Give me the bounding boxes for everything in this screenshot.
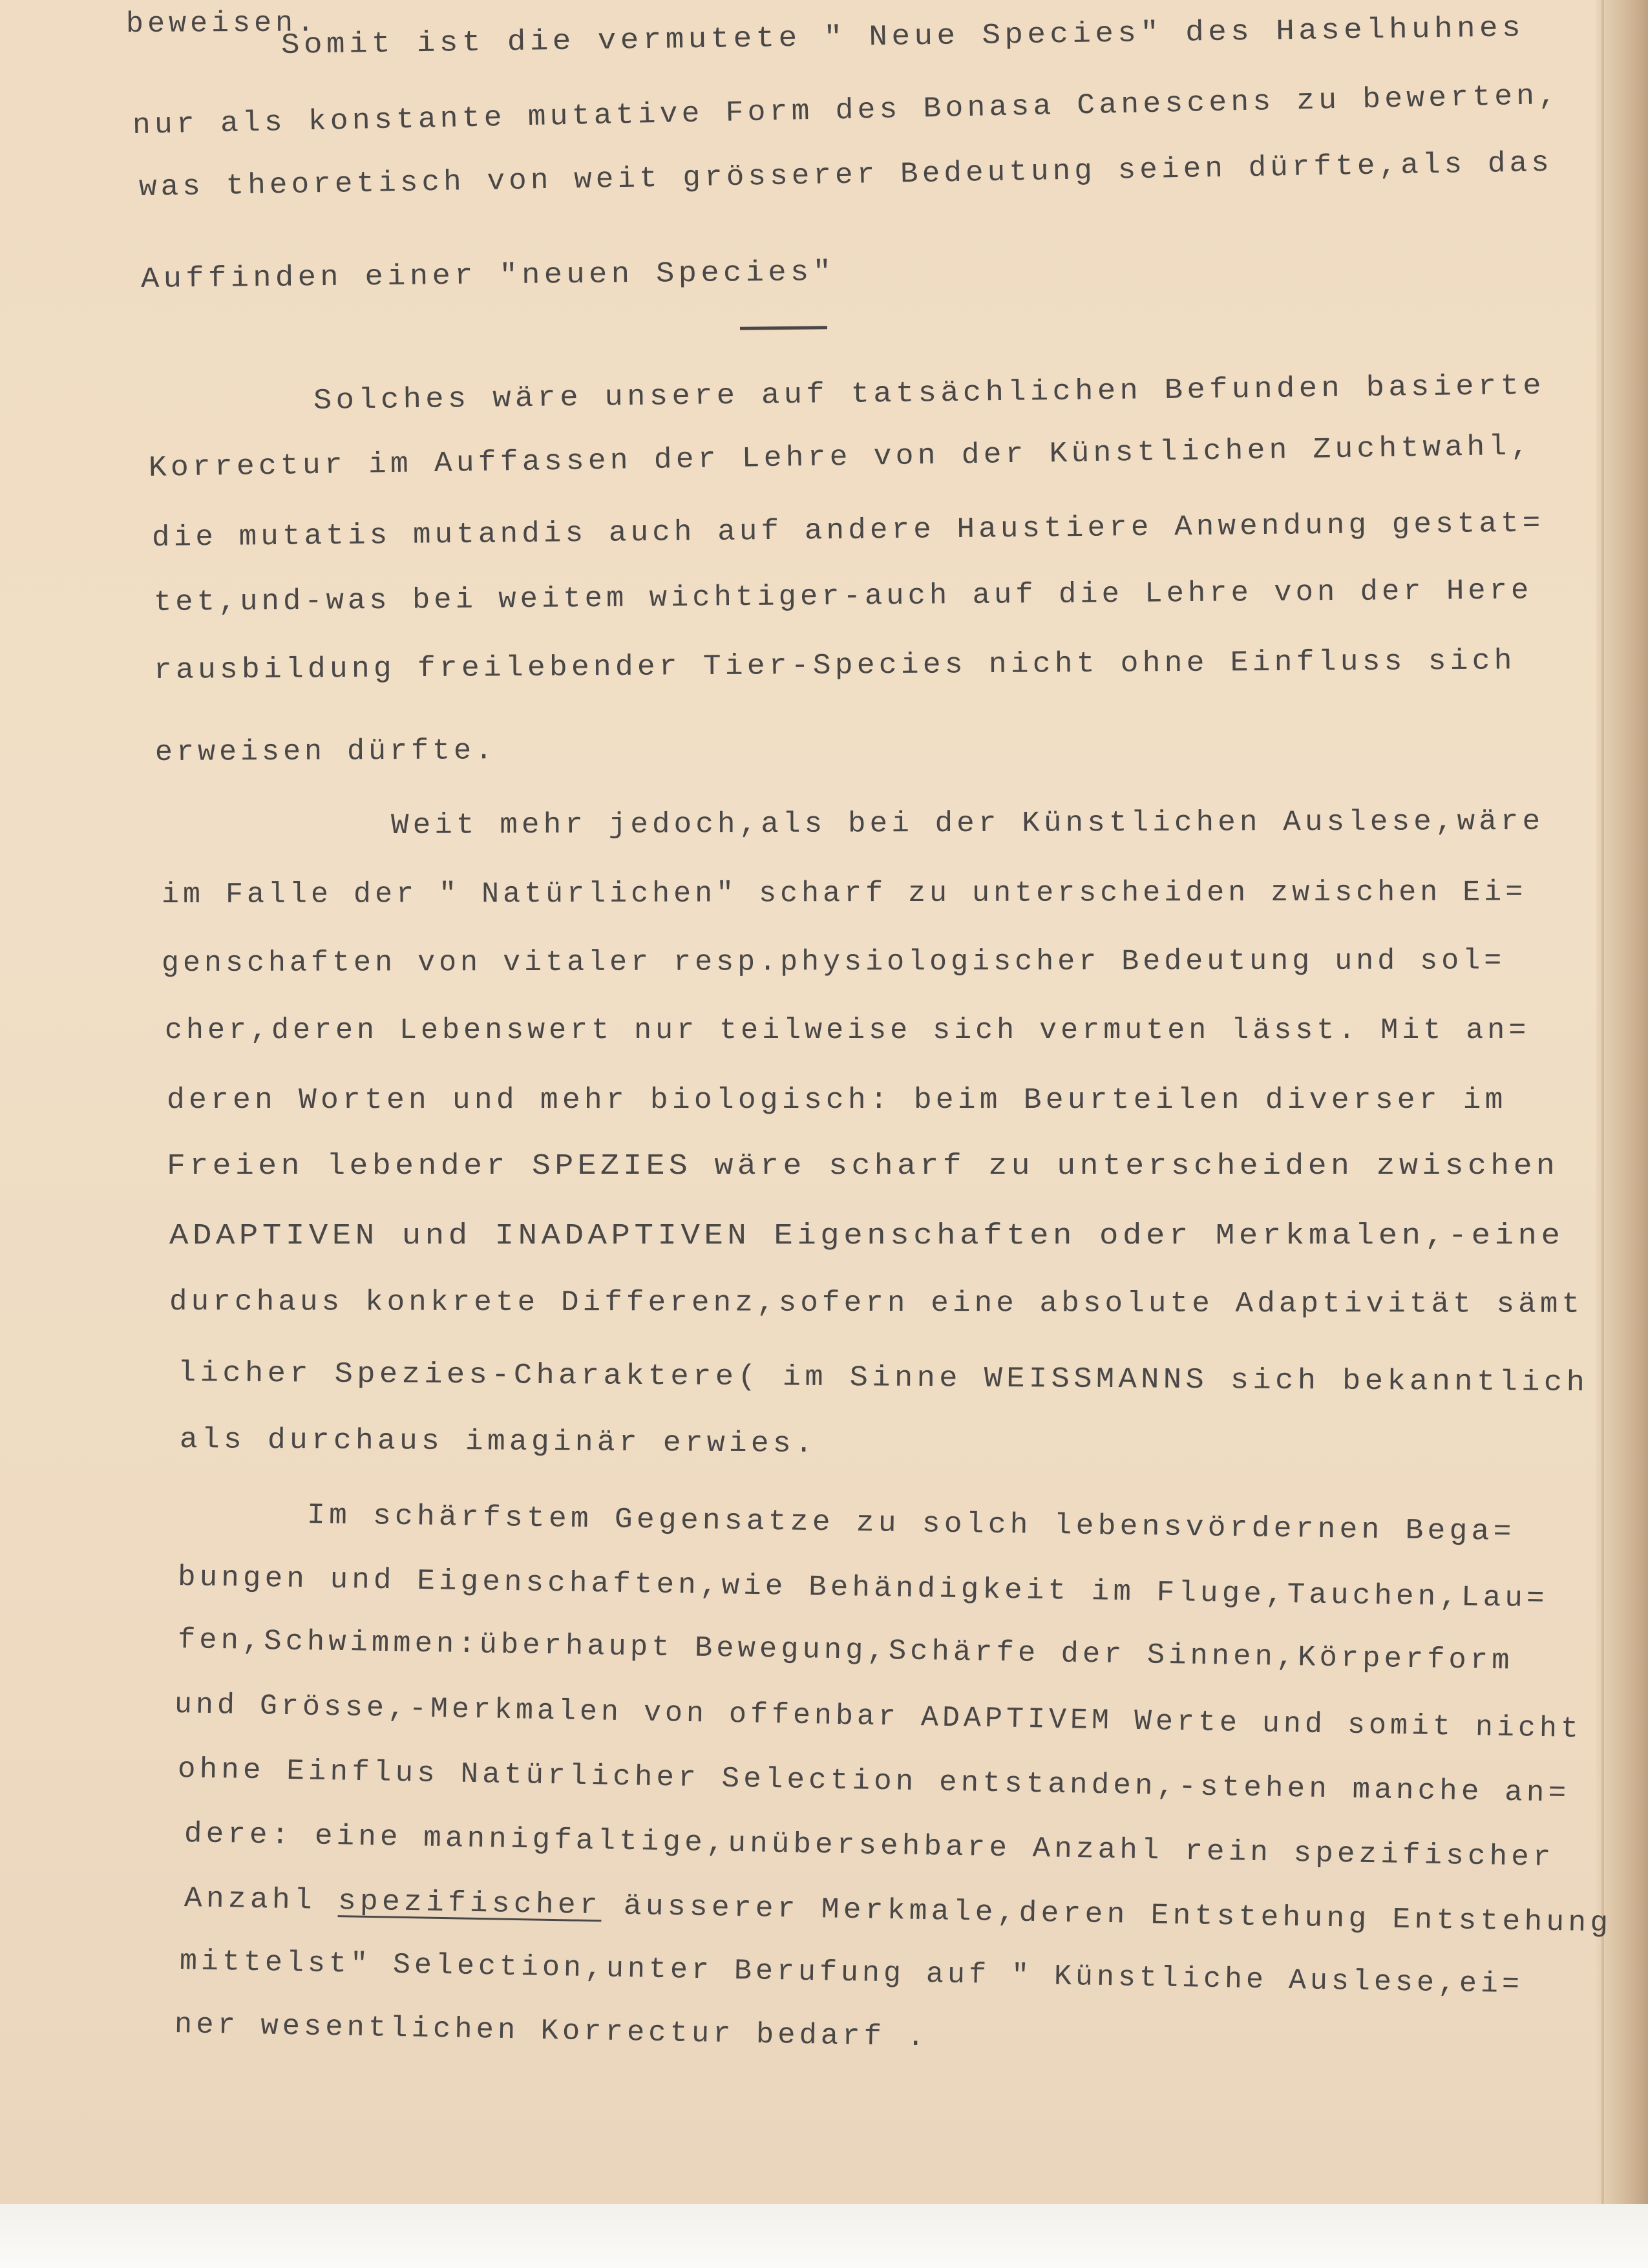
text-line: rausbildung freilebender Tier-Species nicht ohne Einfluss sich bbox=[153, 644, 1516, 687]
text-line: mittelst" Selection,unter Berufung auf " Künstliche Auslese,ei= bbox=[179, 1945, 1524, 2002]
text-line: tet,und-was bei weitem wichtiger-auch auf die Lehre von der Here bbox=[153, 574, 1533, 619]
text-word: Anzahl bbox=[184, 1882, 317, 1918]
text-line: ner wesentlichen Korrectur bedarf . bbox=[174, 2008, 929, 2055]
text-line: im Falle der " Natürlichen" scharf zu unterscheiden zwischen Ei= bbox=[161, 876, 1527, 911]
text-line: Korrectur im Auffassen der Lehre von der Künstlichen Zuchtwahl, bbox=[148, 430, 1533, 485]
text-line: ohne Einflus Natürlicher Selection entstanden,-stehen manche an= bbox=[177, 1753, 1570, 1810]
text-line: bungen und Eigenschaften,wie Behändigkeit im Fluge,Tauchen,Lau= bbox=[177, 1561, 1549, 1616]
text-line: und Grösse,-Merkmalen von offenbar ADAPTIVEM Werte und somit nicht bbox=[174, 1688, 1583, 1746]
text-line: Im schärfstem Gegensatze zu solch lebensvördernen Bega= bbox=[306, 1499, 1516, 1549]
text-line-rest: äusserer Merkmale,deren Entstehung Entstehung bbox=[623, 1889, 1612, 1940]
text-line: cher,deren Lebenswert nur teilweise sich vermuten lässt. Mit an= bbox=[165, 1014, 1530, 1047]
underlined-word: spezifischer bbox=[337, 1885, 602, 1923]
text-line: nur als konstante mutative Form des Bonasa Canescens zu bewerten, bbox=[132, 79, 1561, 142]
text-line: Freien lebender SPEZIES wäre scharf zu unterscheiden zwischen bbox=[167, 1150, 1559, 1183]
text-line: dere: eine mannigfaltige,unübersehbare Anzahl rein spezifischer bbox=[184, 1818, 1555, 1875]
text-line: Weit mehr jedoch,als bei der Künstlichen Auslese,wäre bbox=[390, 805, 1545, 842]
text-line: erweisen dürfte. bbox=[154, 734, 497, 769]
text-line: die mutatis mutandis auch auf andere Haustiere Anwendung gestat= bbox=[151, 507, 1545, 555]
text-line bbox=[184, 1884, 1612, 1938]
text-line: licher Spezies-Charaktere( im Sinne WEISSMANNS sich bekanntlich bbox=[177, 1357, 1589, 1400]
text-line: Solches wäre unsere auf tatsächlichen Befunden basierte bbox=[313, 369, 1546, 418]
text-line: deren Worten und mehr biologisch: beim Beurteilen diverser im bbox=[167, 1084, 1507, 1117]
text-line: beweisen. bbox=[125, 6, 319, 41]
text-line: genschaften von vitaler resp.physiologischer Bedeutung und sol= bbox=[161, 944, 1506, 980]
text-line: ADAPTIVEN und INADAPTIVEN Eigenschaften oder Merkmalen,-eine bbox=[169, 1220, 1565, 1253]
text-line: Somit ist die vermutete " Neue Species" des Haselhuhnes bbox=[280, 12, 1525, 62]
section-divider bbox=[740, 326, 827, 330]
text-line: was theoretisch von weit grösserer Bedeutung seien dürfte,als das bbox=[138, 146, 1554, 204]
text-line: fen,Schwimmen:überhaupt Bewegung,Schärfe der Sinnen,Körperform bbox=[177, 1624, 1514, 1678]
text-line: als durchaus imaginär erwies. bbox=[179, 1423, 818, 1461]
text-line: Auffinden einer "neuen Species" bbox=[140, 255, 836, 296]
text-line: durchaus konkrete Differenz,sofern eine absolute Adaptivität sämt bbox=[169, 1286, 1584, 1321]
